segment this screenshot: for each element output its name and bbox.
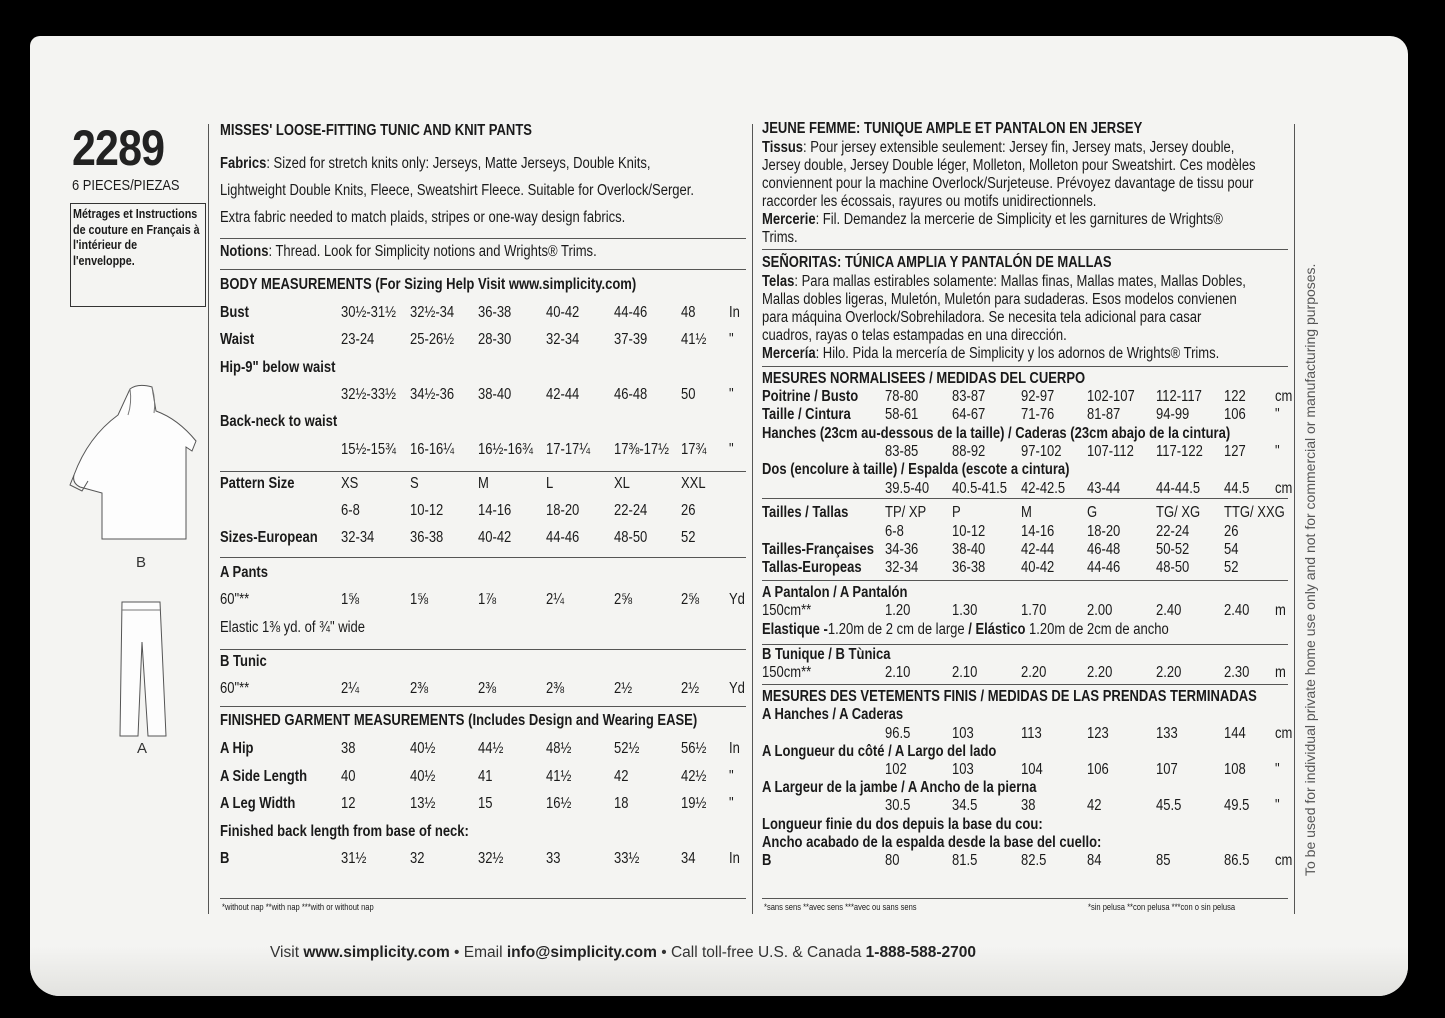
table-cell: 82.5 (1021, 852, 1047, 869)
footer-email: info@simplicity.com (506, 944, 657, 961)
fabrics-text: Extra fabric needed to match plaids, stripes or one-way design fabrics. (220, 209, 626, 226)
table-cell: 34½-36 (410, 386, 455, 403)
merceria-text: : Hilo. Pida la mercería de Simplicity y los adornos de Wrights® Trims. (815, 345, 1220, 362)
elastico-label: / Elástico (964, 621, 1026, 638)
mercerie-text: Trims. (762, 229, 798, 246)
pants-illustration (112, 598, 172, 738)
table-cell: 71-76 (1021, 406, 1055, 423)
table-cell: 44½ (478, 740, 504, 757)
notions-label: Notions (220, 243, 269, 260)
french-box-line: l'intérieur de (73, 238, 138, 252)
table-cell: " (729, 768, 734, 785)
table-cell: 1⅝ (410, 591, 429, 608)
table-cell: 2.40 (1156, 602, 1182, 619)
row-label: A Leg Width (220, 795, 296, 812)
table-cell: 40-42 (478, 529, 512, 546)
row-label: Sizes-European (220, 529, 318, 546)
table-cell: 2.20 (1087, 664, 1113, 681)
table-cell: 1.20 (885, 602, 911, 619)
view-b-label: B (136, 554, 147, 571)
merceria-label: Mercería (762, 345, 816, 362)
divider-left (208, 124, 209, 914)
table-cell: 106 (1224, 406, 1246, 423)
table-cell: 17¾ (681, 441, 707, 458)
table-cell: m (1275, 602, 1286, 619)
row-label: B Tunique / B Tùnica (762, 646, 891, 663)
table-cell: 50-52 (1156, 541, 1190, 558)
table-cell: 102 (885, 761, 907, 778)
table-cell: 83-85 (885, 443, 919, 460)
row-label: Tallas-Europeas (762, 559, 862, 576)
footer-call-prefix: • Call toll-free U.S. & Canada (656, 944, 866, 961)
table-cell: " (729, 795, 734, 812)
table-cell: 34.5 (952, 797, 978, 814)
table-cell: 33 (546, 850, 561, 867)
table-cell: G (1087, 504, 1098, 521)
table-cell: 1.70 (1021, 602, 1047, 619)
table-cell: 36-38 (478, 304, 512, 321)
table-cell: 2¼ (341, 680, 360, 697)
telas-text: cuadros, rayas o telas estampadas en una dirección. (762, 327, 1067, 344)
table-cell: M (1021, 504, 1032, 521)
table-cell: 40.5-41.5 (952, 480, 1008, 497)
pattern-number: 2289 (72, 120, 165, 176)
row-label: Taille / Cintura (762, 406, 851, 423)
table-cell: 19½ (681, 795, 707, 812)
rule (762, 580, 1288, 581)
mercerie-label: Mercerie (762, 211, 816, 228)
table-cell: 58-61 (885, 406, 919, 423)
table-cell: 2.10 (885, 664, 911, 681)
table-cell: 34 (681, 850, 696, 867)
contact-footer (270, 944, 976, 962)
rule (762, 498, 1288, 499)
table-cell: 42 (1087, 797, 1102, 814)
table-cell: 15 (478, 795, 493, 812)
table-cell: 2⅜ (478, 680, 497, 697)
table-cell: 32-34 (885, 559, 919, 576)
row-label: Hip-9" below waist (220, 359, 336, 376)
table-cell: 16½ (546, 795, 572, 812)
table-cell: 2⅝ (614, 591, 633, 608)
table-cell: 48 (681, 304, 696, 321)
rule (220, 471, 746, 472)
spanish-footnote: *sin pelusa **con pelusa ***con o sin pelusa (1088, 902, 1236, 912)
table-cell: 102-107 (1087, 388, 1135, 405)
table-cell: 26 (681, 502, 696, 519)
table-cell: In (729, 850, 740, 867)
table-cell: 12 (341, 795, 356, 812)
row-label: Tailles-Françaises (762, 541, 874, 558)
finished-measurements-title: FINISHED GARMENT MEASUREMENTS (Includes Design and Wearing EASE) (220, 712, 698, 729)
table-cell: 42½ (681, 768, 707, 785)
table-cell: 83-87 (952, 388, 986, 405)
table-cell: 2½ (614, 680, 633, 697)
table-cell: 103 (952, 725, 974, 742)
table-cell: 17-17¼ (546, 441, 591, 458)
table-cell: 44.5 (1224, 480, 1250, 497)
table-cell: 39.5-40 (885, 480, 930, 497)
table-cell: 88-92 (952, 443, 986, 460)
divider-middle (752, 124, 753, 914)
table-cell: 97-102 (1021, 443, 1062, 460)
telas-text: Mallas dobles ligeras, Muletón, Muletón para sudaderas. Esos modelos convienen (762, 291, 1237, 308)
footer-phone: 1-888-588-2700 (865, 944, 976, 961)
table-cell: XS (341, 475, 359, 492)
table-cell: 40-42 (1021, 559, 1055, 576)
table-cell: 18-20 (546, 502, 580, 519)
table-cell: Yd (729, 680, 745, 697)
table-cell: 52½ (614, 740, 640, 757)
elastico-text: 1.20m de 2cm de ancho (1025, 621, 1169, 638)
table-cell: 34-36 (885, 541, 919, 558)
table-cell: 14-16 (478, 502, 512, 519)
french-instructions-box (70, 203, 206, 307)
telas-label: Telas (762, 273, 795, 290)
table-cell: 10-12 (952, 523, 986, 540)
row-label: 60"** (220, 591, 250, 608)
table-cell: 113 (1021, 725, 1042, 742)
table-cell: 32 (410, 850, 425, 867)
row-label: B Tunic (220, 653, 267, 670)
view-a-label: A (137, 740, 148, 757)
row-label: Tailles / Tallas (762, 504, 849, 521)
table-cell: 38-40 (478, 386, 512, 403)
table-cell: 16-16¼ (410, 441, 455, 458)
table-cell: " (1275, 443, 1280, 460)
usage-notice: To be used for individual private home use only and not for commercial or manufacturing purposes. (1302, 263, 1318, 876)
table-cell: 1.30 (952, 602, 978, 619)
table-cell: 46-48 (1087, 541, 1121, 558)
table-cell: 40-42 (546, 304, 580, 321)
table-cell: P (952, 504, 961, 521)
table-cell: cm (1275, 725, 1293, 742)
table-cell: 40 (341, 768, 356, 785)
table-cell: 144 (1224, 725, 1246, 742)
fabrics-text: : Sized for stretch knits only: Jerseys, Matte Jerseys, Double Knits, (266, 155, 651, 172)
table-cell: 103 (952, 761, 974, 778)
table-cell: 22-24 (1156, 523, 1190, 540)
table-cell: 108 (1224, 761, 1246, 778)
finis-title: MESURES DES VETEMENTS FINIS / MEDIDAS DE LAS PRENDAS TERMINADAS (762, 688, 1257, 705)
table-cell: 2.20 (1021, 664, 1047, 681)
table-cell: 52 (681, 529, 696, 546)
table-cell: In (729, 304, 740, 321)
footer-website: www.simplicity.com (303, 944, 450, 961)
fabrics-label: Fabrics (220, 155, 267, 172)
row-label: A Hip (220, 740, 254, 757)
row-label: 150cm** (762, 602, 812, 619)
telas-text: : Para mallas estirables solamente: Mallas finas, Mallas mates, Mallas Dobles, (794, 273, 1246, 290)
table-cell: 80 (885, 852, 900, 869)
table-cell: 48-50 (614, 529, 648, 546)
tissus-text: Jersey double, Jersey Double léger, Molleton, Molleton pour Sweatshirt. Ces modèles (762, 157, 1256, 174)
table-cell: 48-50 (1156, 559, 1190, 576)
table-cell: 28-30 (478, 331, 512, 348)
table-cell: 22-24 (614, 502, 648, 519)
french-box-line: l'enveloppe. (73, 253, 135, 268)
table-cell: 26 (1224, 523, 1239, 540)
table-cell: cm (1275, 480, 1293, 497)
row-label: Poitrine / Busto (762, 388, 859, 405)
table-cell: " (1275, 406, 1280, 423)
table-cell: 44-44.5 (1156, 480, 1201, 497)
table-cell: 94-99 (1156, 406, 1190, 423)
table-cell: 1⅝ (341, 591, 360, 608)
row-label: Dos (encolure à taille) / Espalda (escote a cintura) (762, 461, 1070, 478)
rule (762, 249, 1288, 250)
table-cell: 2.20 (1156, 664, 1182, 681)
rule (220, 649, 746, 650)
table-cell: " (729, 386, 734, 403)
table-cell: 30.5 (885, 797, 911, 814)
row-label: Longueur finie du dos depuis la base du cou: (762, 816, 1043, 833)
row-label: A Largeur de la jambe / A Ancho de la pierna (762, 779, 1037, 796)
table-cell: 41½ (546, 768, 572, 785)
table-cell: 30½-31½ (341, 304, 397, 321)
table-cell: " (729, 441, 734, 458)
rule (220, 706, 746, 707)
table-cell: 81.5 (952, 852, 978, 869)
row-label: B (220, 850, 230, 867)
table-cell: 16½-16¾ (478, 441, 534, 458)
table-cell: 38 (1021, 797, 1036, 814)
table-cell: 36-38 (410, 529, 444, 546)
table-cell: 2½ (681, 680, 700, 697)
table-cell: 15½-15¾ (341, 441, 397, 458)
spanish-title: SEÑORITAS: TÚNICA AMPLIA Y PANTALÓN DE MALLAS (762, 254, 1112, 271)
table-cell: 78-80 (885, 388, 919, 405)
table-cell: 50 (681, 386, 696, 403)
table-cell: 2.00 (1087, 602, 1113, 619)
table-cell: cm (1275, 852, 1293, 869)
table-cell: m (1275, 664, 1286, 681)
footer-visit: Visit (270, 944, 304, 961)
french-box-line: de couture en Français à (73, 222, 200, 237)
row-label: A Pants (220, 564, 268, 581)
table-cell: 33½ (614, 850, 640, 867)
table-cell: 107-112 (1087, 443, 1134, 460)
table-cell: 2.30 (1224, 664, 1250, 681)
table-cell: Yd (729, 591, 745, 608)
mercerie-text: : Fil. Demandez la mercerie de Simplicity et les garnitures de Wrights® (815, 211, 1223, 228)
row-label: Pattern Size (220, 475, 295, 492)
tissus-text: conviennent pour la machine Overlock/Surjeteuse. Prévoyez davantage de tissu pour (762, 175, 1254, 192)
table-cell: 42-44 (546, 386, 580, 403)
table-cell: 38 (341, 740, 356, 757)
table-cell: 64-67 (952, 406, 986, 423)
french-box-line: Métrages et Instructions (73, 207, 198, 221)
tissus-label: Tissus (762, 139, 804, 156)
elastique-text: 1.20m de 2 cm de large (827, 621, 965, 638)
table-cell: 14-16 (1021, 523, 1055, 540)
table-cell: 2⅜ (410, 680, 429, 697)
table-cell: 133 (1156, 725, 1178, 742)
table-cell: 31½ (341, 850, 367, 867)
table-cell: 54 (1224, 541, 1239, 558)
table-cell: " (729, 331, 734, 348)
table-cell: 104 (1021, 761, 1043, 778)
table-cell: 6-8 (885, 523, 904, 540)
french-footnote: *sans sens **avec sens ***avec ou sans sens (764, 902, 917, 912)
mesures-title: MESURES NORMALISEES / MEDIDAS DEL CUERPO (762, 370, 1086, 387)
table-cell: 2.40 (1224, 602, 1250, 619)
table-cell: 84 (1087, 852, 1102, 869)
tissus-text: : Pour jersey extensible seulement: Jersey fin, Jersey mats, Jersey double, (803, 139, 1235, 156)
table-cell: TTG/ XXG (1224, 504, 1285, 521)
table-cell: 92-97 (1021, 388, 1055, 405)
table-cell: XL (614, 475, 630, 492)
table-cell: 2.10 (952, 664, 978, 681)
table-cell: 40½ (410, 768, 436, 785)
table-cell: 42-42.5 (1021, 480, 1066, 497)
table-cell: 32-34 (546, 331, 580, 348)
rule (762, 898, 1288, 899)
table-cell: 36-38 (952, 559, 986, 576)
english-title: MISSES' LOOSE-FITTING TUNIC AND KNIT PANTS (220, 122, 532, 139)
table-cell: 52 (1224, 559, 1239, 576)
row-label: 150cm** (762, 664, 812, 681)
pieces-count: 6 PIECES/PIEZAS (72, 177, 180, 194)
table-cell: " (1275, 797, 1280, 814)
table-cell: 106 (1087, 761, 1109, 778)
table-cell: 96.5 (885, 725, 911, 742)
table-cell: 25-26½ (410, 331, 455, 348)
row-label: Finished back length from base of neck: (220, 823, 469, 840)
table-cell: 32½ (478, 850, 504, 867)
row-label: A Longueur du côté / A Largo del lado (762, 743, 997, 760)
row-label: Waist (220, 331, 255, 348)
table-cell: 6-8 (341, 502, 360, 519)
table-cell: 56½ (681, 740, 707, 757)
rule (762, 684, 1288, 685)
rule (220, 269, 746, 270)
table-cell: 32½-34 (410, 304, 455, 321)
table-cell: XXL (681, 475, 706, 492)
table-cell: 44-46 (614, 304, 648, 321)
table-cell: 44-46 (546, 529, 580, 546)
table-cell: 18-20 (1087, 523, 1121, 540)
table-cell: L (546, 475, 554, 492)
french-title: JEUNE FEMME: TUNIQUE AMPLE ET PANTALON EN JERSEY (762, 120, 1143, 137)
table-cell: 32½-33½ (341, 386, 397, 403)
table-cell: 123 (1087, 725, 1109, 742)
fabrics-text: Lightweight Double Knits, Fleece, Sweatshirt Fleece. Suitable for Overlock/Serger. (220, 182, 695, 199)
row-label: Hanches (23cm au-dessous de la taille) / Caderas (23cm abajo de la cintura) (762, 425, 1231, 442)
row-label: Bust (220, 304, 249, 321)
row-label: Back-neck to waist (220, 413, 338, 430)
table-cell: TP/ XP (885, 504, 927, 521)
rule (762, 644, 1288, 645)
row-label: A Side Length (220, 768, 308, 785)
table-cell: 38-40 (952, 541, 986, 558)
tissus-text: raccorder les écossais, rayures ou motifs unidirectionnels. (762, 193, 1097, 210)
table-cell: 44-46 (1087, 559, 1121, 576)
english-footnote: *without nap **with nap ***with or without nap (222, 902, 374, 912)
table-cell: 40½ (410, 740, 436, 757)
table-cell: S (410, 475, 419, 492)
table-cell: 23-24 (341, 331, 375, 348)
table-cell: 41½ (681, 331, 707, 348)
elastic-note: Elastic 1⅜ yd. of ¾" wide (220, 619, 366, 636)
row-label: A Hanches / A Caderas (762, 706, 904, 723)
table-cell: 17⅜-17½ (614, 441, 670, 458)
telas-text: para máquina Overlock/Sobrehiladora. Se necesita tela adicional para casar (762, 309, 1202, 326)
divider-right (1294, 124, 1295, 914)
rule (220, 898, 746, 899)
rule (762, 366, 1288, 367)
table-cell: In (729, 740, 740, 757)
table-cell: 18 (614, 795, 629, 812)
footer-email-prefix: • Email (449, 944, 507, 961)
table-cell: 48½ (546, 740, 572, 757)
table-cell: 46-48 (614, 386, 648, 403)
table-cell: " (1275, 761, 1280, 778)
table-cell: 41 (478, 768, 493, 785)
table-cell: 32-34 (341, 529, 375, 546)
table-cell: 2⅜ (546, 680, 565, 697)
row-label: Ancho acabado de la espalda desde la base del cuello: (762, 834, 1102, 851)
table-cell: 86.5 (1224, 852, 1250, 869)
table-cell: 1⅞ (478, 591, 497, 608)
table-cell: 42-44 (1021, 541, 1055, 558)
rule (220, 557, 746, 558)
notions-text: : Thread. Look for Simplicity notions and Wrights® Trims. (268, 243, 597, 260)
table-cell: 10-12 (410, 502, 444, 519)
table-cell: 122 (1224, 388, 1246, 405)
row-label: A Pantalon / A Pantalón (762, 584, 908, 601)
body-measurements-title: BODY MEASUREMENTS (For Sizing Help Visit www.simplicity.com) (220, 276, 637, 293)
table-cell: 2¼ (546, 591, 565, 608)
table-cell: 127 (1224, 443, 1246, 460)
table-cell: 43-44 (1087, 480, 1121, 497)
table-cell: 37-39 (614, 331, 648, 348)
rule (220, 238, 746, 239)
row-label: 60"** (220, 680, 250, 697)
row-label: B (762, 852, 772, 869)
table-cell: 42 (614, 768, 629, 785)
tunic-illustration (68, 381, 208, 551)
table-cell: M (478, 475, 489, 492)
table-cell: TG/ XG (1156, 504, 1201, 521)
elastique-label: Elastique - (762, 621, 828, 638)
table-cell: cm (1275, 388, 1293, 405)
table-cell: 117-122 (1156, 443, 1203, 460)
pattern-envelope-back (30, 36, 1408, 996)
table-cell: 45.5 (1156, 797, 1182, 814)
table-cell: 49.5 (1224, 797, 1250, 814)
table-cell: 85 (1156, 852, 1171, 869)
table-cell: 13½ (410, 795, 436, 812)
table-cell: 112-117 (1156, 388, 1202, 405)
elastique-note (762, 621, 1169, 639)
table-cell: 81-87 (1087, 406, 1121, 423)
table-cell: 2⅝ (681, 591, 700, 608)
table-cell: 107 (1156, 761, 1178, 778)
